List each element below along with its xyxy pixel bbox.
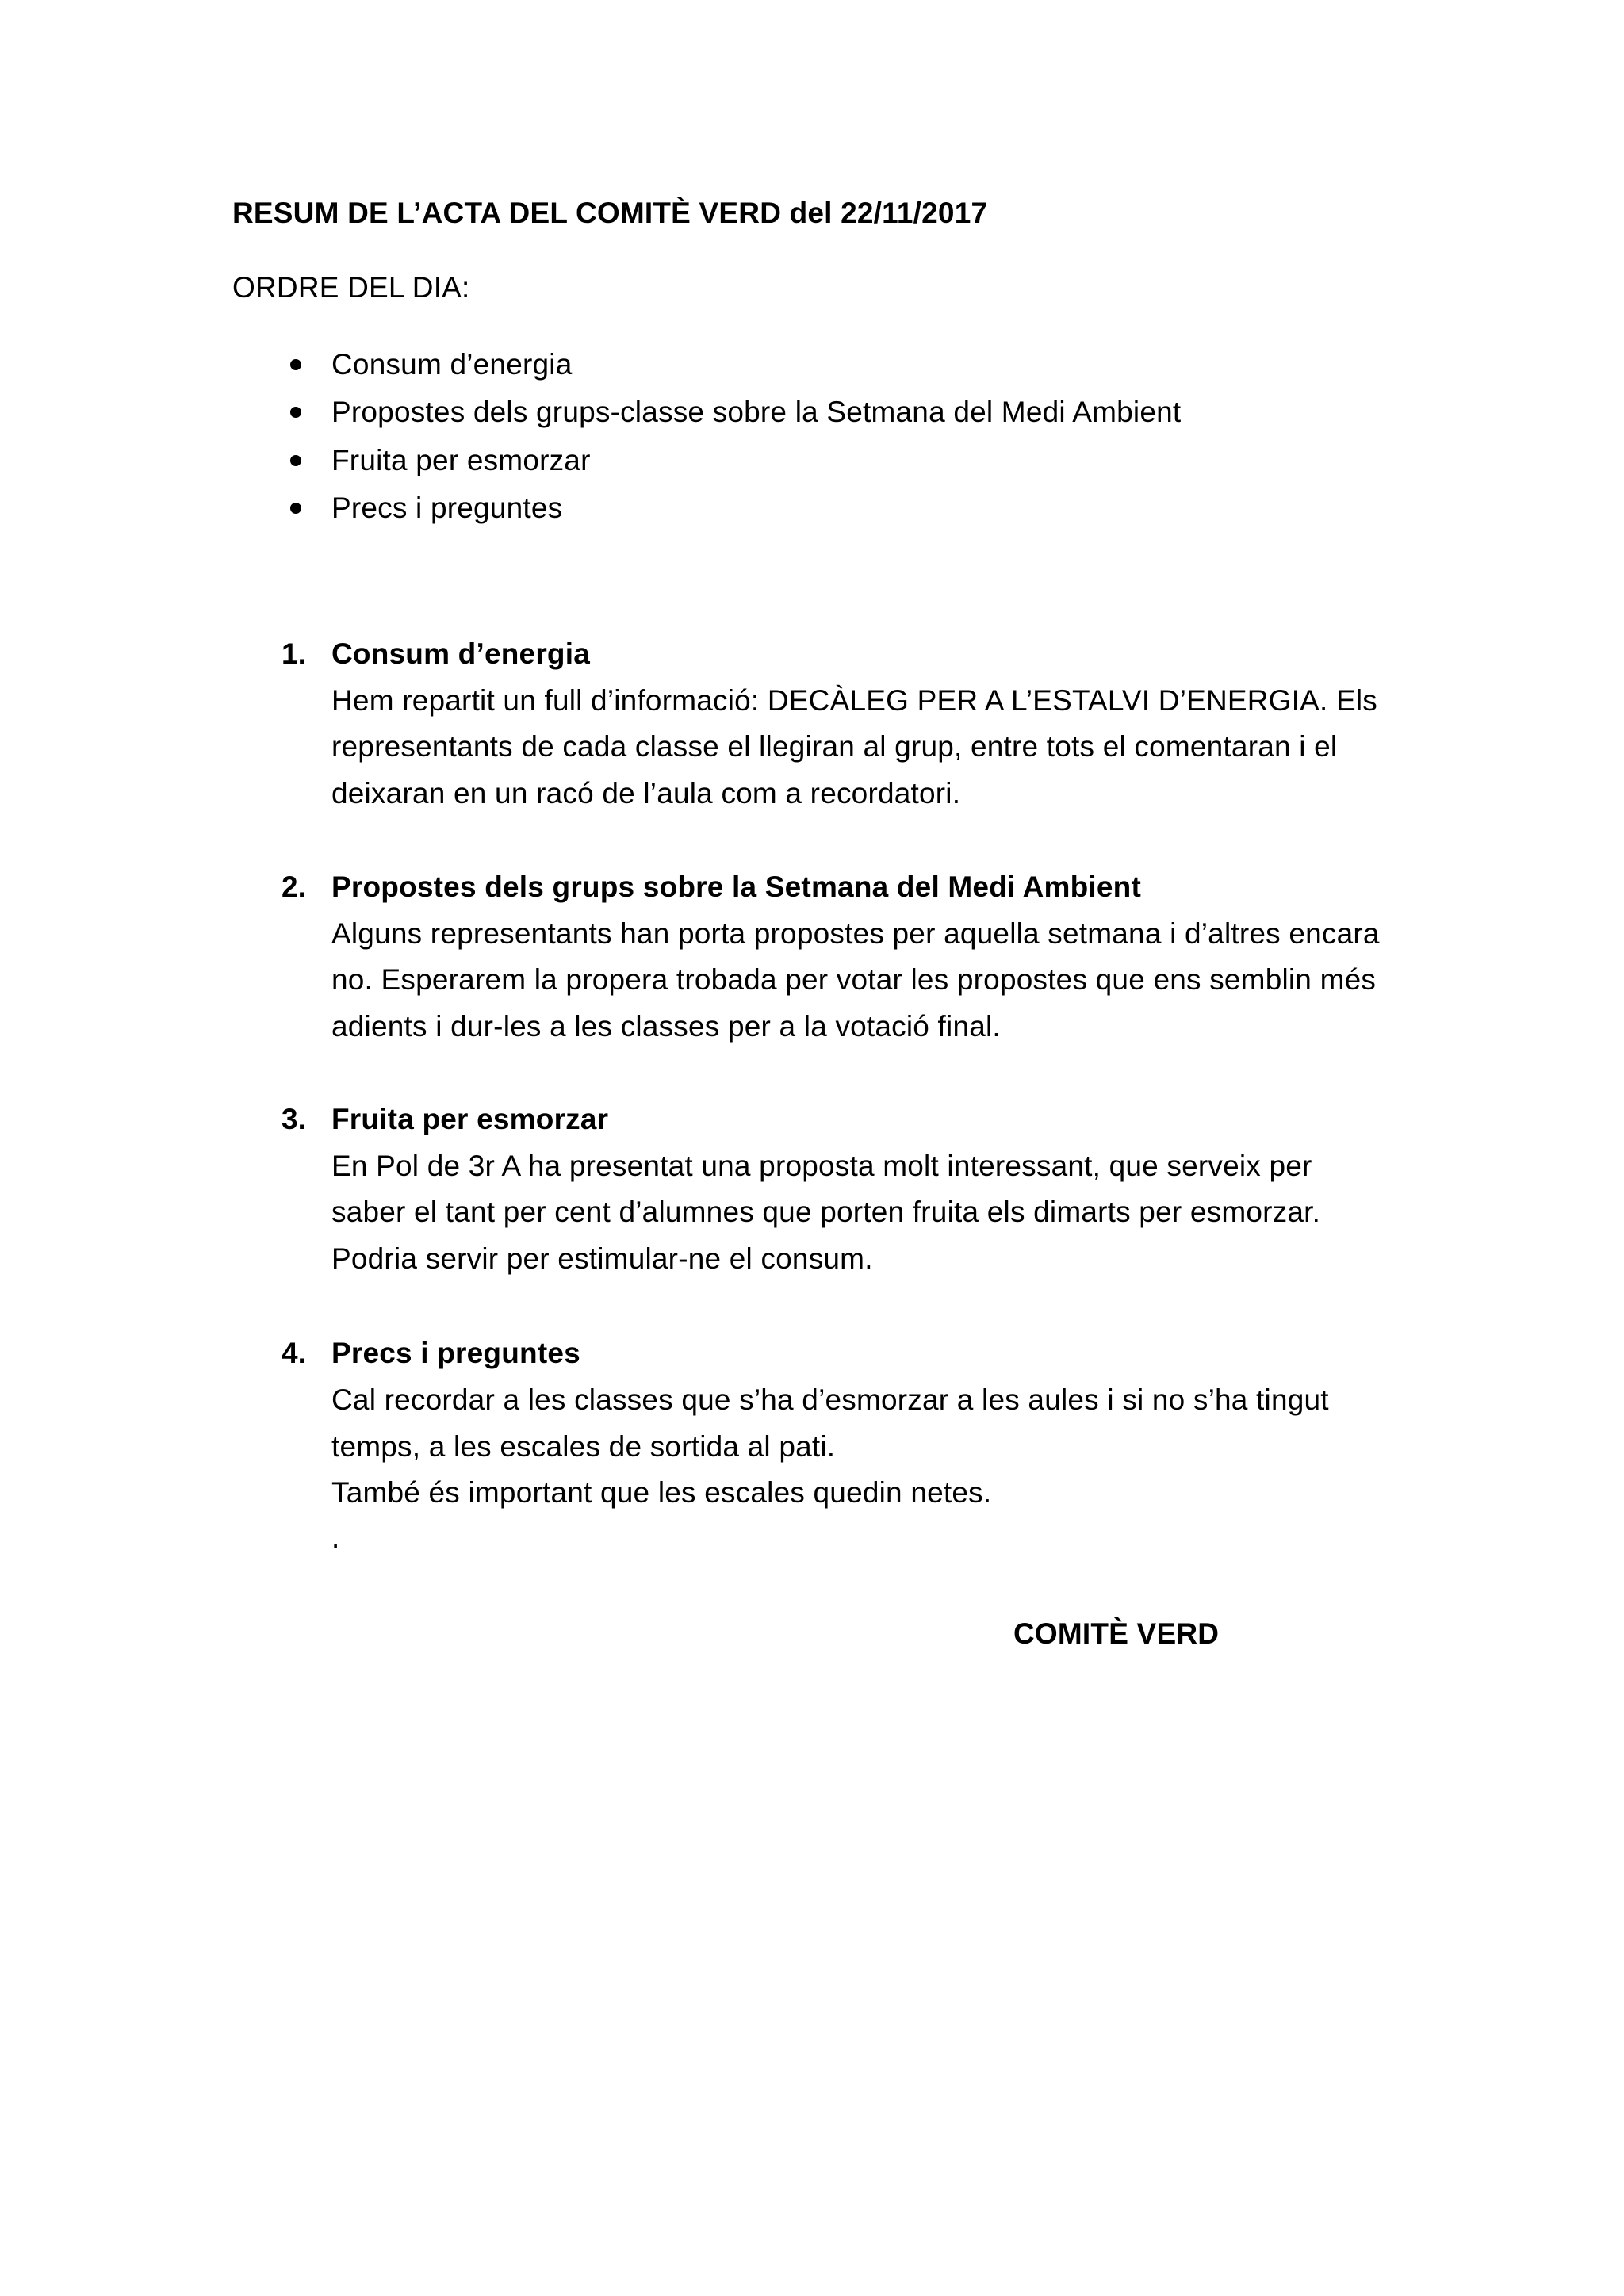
bullet-icon xyxy=(290,455,301,466)
section-number: 3. xyxy=(282,1103,306,1135)
agenda-heading: ORDRE DEL DIA: xyxy=(232,271,470,304)
section-text-line: deixaran en un racó de l’aula com a recordatori. xyxy=(331,777,961,809)
bullet-icon xyxy=(290,503,301,514)
agenda-item-label: Propostes dels grups-classe sobre la Setmana del Medi Ambient xyxy=(331,396,1182,428)
section-number: 4. xyxy=(282,1337,306,1369)
section-text-line: temps, a les escales de sortida al pati. xyxy=(331,1430,836,1463)
section-text-line: Podria servir per estimular-ne el consum. xyxy=(331,1242,873,1275)
section-text-line: Alguns representants han porta propostes per aquella setmana i d’altres encara xyxy=(331,917,1380,950)
section-text-line: També és important que les escales quedin netes. xyxy=(331,1476,992,1509)
section-text-line: saber el tant per cent d’alumnes que porten fruita els dimarts per esmorzar. xyxy=(331,1196,1321,1228)
section-number: 1. xyxy=(282,637,306,670)
section-heading: Precs i preguntes xyxy=(331,1337,580,1369)
signature: COMITÈ VERD xyxy=(1013,1617,1220,1650)
bullet-icon xyxy=(290,407,301,418)
document-title: RESUM DE L’ACTA DEL COMITÈ VERD del 22/11/2017 xyxy=(232,197,988,229)
section-text-line: . xyxy=(331,1521,340,1554)
section-text-line: Hem repartit un full d’informació: DECÀLEG PER A L’ESTALVI D’ENERGIA. Els xyxy=(331,684,1377,717)
section-number: 2. xyxy=(282,871,306,903)
section-heading: Propostes dels grups sobre la Setmana del Medi Ambient xyxy=(331,871,1142,903)
agenda-item-label: Precs i preguntes xyxy=(331,492,563,524)
agenda-item-label: Fruita per esmorzar xyxy=(331,444,591,476)
bullet-icon xyxy=(290,359,301,370)
section-heading: Consum d’energia xyxy=(331,637,590,670)
section-text-line: representants de cada classe el llegiran al grup, entre tots el comentaran i el xyxy=(331,730,1338,763)
section-text-line: adients i dur-les a les classes per a la votació final. xyxy=(331,1010,1001,1043)
agenda-item-label: Consum d’energia xyxy=(331,348,573,381)
section-text-line: Cal recordar a les classes que s’ha d’esmorzar a les aules i si no s’ha tingut xyxy=(331,1383,1329,1416)
section-heading: Fruita per esmorzar xyxy=(331,1103,609,1135)
section-text-line: no. Esperarem la propera trobada per votar les propostes que ens semblin més xyxy=(331,963,1377,996)
section-text-line: En Pol de 3r A ha presentat una proposta molt interessant, que serveix per xyxy=(331,1150,1312,1182)
